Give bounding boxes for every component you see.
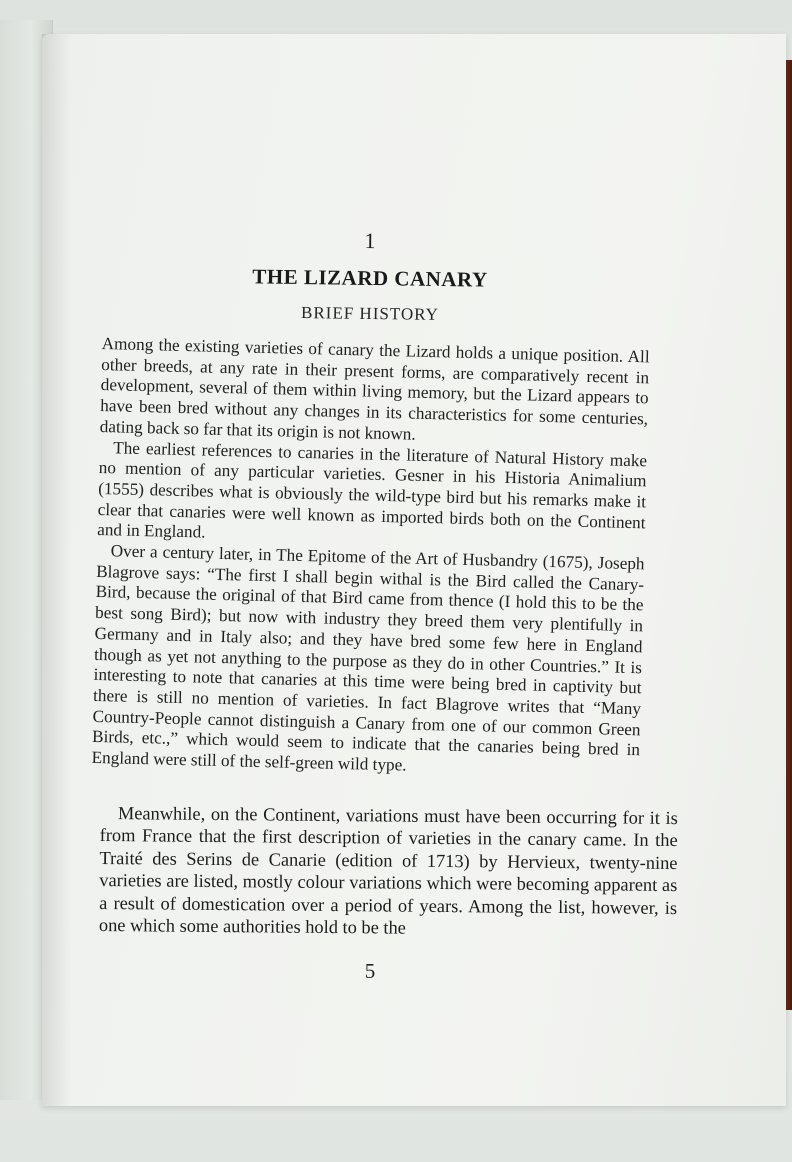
body-text-block-1 <box>91 334 649 782</box>
paragraph: Among the existing varieties of canary the Lizard holds a unique position. All other breeds, at any rate in their present forms, are comparatively recent in development, several of them within living memory, but the Lizard appears to have been bred without any changes in its characteristics for some centuries, dating back so far that its origin is not known. <box>99 334 650 444</box>
paragraph: Meanwhile, on the Continent, variations must have been occurring for it is from France that the first description of varieties in the canary came. In the Traité des Serins de Canarie (edition of 1713) by Hervieux, twenty-nine varieties are listed, mostly colour variations which were becoming apparent as a result of domestication over a period of years. Among the list, however, is one which some authorities hold to be the <box>98 803 678 938</box>
chapter-title: THE LIZARD CANARY <box>252 264 488 292</box>
paragraph: The earliest references to canaries in the literature of Natural History make no mention of any particular varieties. Gesner in his Historia Animalium (1555) describes what is obviously the wild-type bird but his remarks make it clear that canaries were well known as imported birds both on the Continent and in England. <box>96 437 648 542</box>
body-text-block-2 <box>99 802 678 941</box>
paragraph: Over a century later, in The Epitome of the Art of Husbandry (1675), Joseph Blagrove says: “The first I shall begin withal is the Bird called the Canary-Bird, because the original of that Bird came from thence (I hold this to be the best song Bird); but now with industry they breed them very plentifully in Germany and in Italy also; and they have bred some few here in England though as yet not anything to the purpose as they do in other Countries.” It is interesting to note that canaries at this time were being bred in captivity but there is still no mention of varieties. In fact Blagrove writes that “Many Country-People cannot distinguish a Canary from one of our common Green Birds, etc.,” which would seem to indicate that the canaries being bred in England were still of the self-green wild type. <box>91 541 645 775</box>
page-number: 5 <box>364 959 376 983</box>
section-heading: BRIEF HISTORY <box>300 303 440 324</box>
book-page <box>42 34 786 1106</box>
chapter-number: 1 <box>364 227 376 254</box>
